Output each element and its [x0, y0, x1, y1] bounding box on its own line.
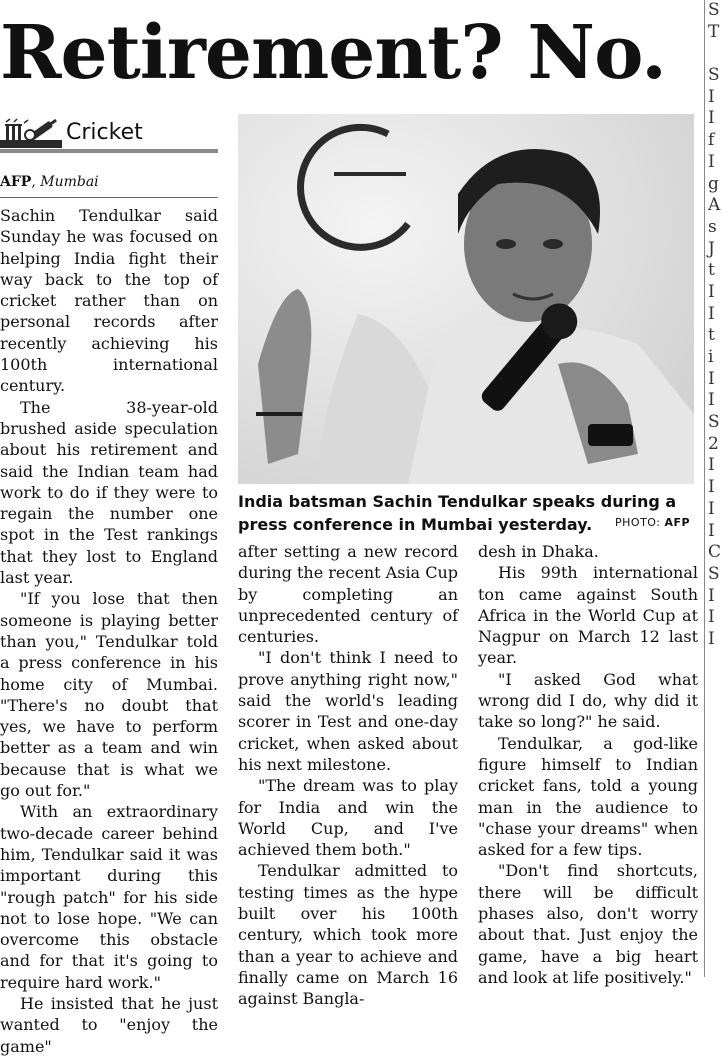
fragment-line: s: [708, 216, 717, 237]
section-header: [0, 116, 218, 150]
article-paragraph: His 99th international ton came against South Africa in the World Cup at Nagpur on March 12 last year.: [478, 563, 698, 668]
article-column-3: [478, 541, 698, 987]
byline-separator: ,: [31, 174, 41, 190]
photo-credit-label: PHOTO:: [615, 516, 665, 529]
fragment-line: I: [708, 390, 715, 411]
photo-credit-source: AFP: [664, 516, 691, 529]
article-paragraph: Sachin Tendulkar said Sunday he was focused on helping India fight their way back to the top of cricket rather than on personal records after recently achieving his 100th international century.: [0, 206, 218, 396]
fragment-line: S: [708, 412, 720, 433]
fragment-line: [708, 43, 722, 65]
section-underline: [0, 149, 218, 153]
article-paragraph: Tendulkar admitted to testing times as the hype built over his 100th century, which took more than a year to achieve and finally came on March 16 against Bangla-: [238, 861, 458, 1009]
fragment-line: I: [708, 520, 715, 541]
fragment-line: I: [708, 108, 715, 129]
fragment-line: I: [708, 281, 715, 302]
fragment-line: g: [708, 173, 719, 194]
fragment-line: S: [708, 563, 720, 584]
fragment-line: I: [708, 303, 715, 324]
fragment-line: I: [708, 585, 715, 606]
fragment-line: I: [708, 607, 715, 628]
article-column-1: [0, 205, 218, 1056]
article-paragraph: He insisted that he just wanted to "enjoy the game": [0, 993, 218, 1056]
fragment-line: I: [708, 477, 715, 498]
article-paragraph: "The dream was to play for India and win the World Cup, and I've achieved them both.": [238, 776, 458, 860]
fragment-line: A: [708, 195, 721, 216]
byline: [0, 172, 99, 192]
fragment-line: t: [708, 260, 715, 281]
fragment-line: I: [708, 498, 715, 519]
article-paragraph: desh in Dhaka.: [478, 542, 599, 561]
fragment-line: S: [708, 65, 720, 86]
byline-agency: AFP: [0, 174, 32, 190]
press-photo-image: [238, 114, 694, 484]
adjacent-column-fragments: [708, 0, 722, 977]
article-paragraph: "Don't find shortcuts, there will be difficult phases also, don't worry about that. Just enjoy the game, have a big heart and look at life positively.": [478, 861, 698, 987]
fragment-line: T: [708, 21, 720, 42]
article-paragraph: Tendulkar, a god-like figure himself to Indian cricket fans, told a young man in the audience to "chase your dreams" when asked for a few tips.: [478, 733, 698, 860]
article-paragraph: With an extraordinary two-decade career behind him, Tendulkar said it was important during this "rough patch" for his side not to lose hope. "We can overcome this obstacle and for that it's going to require hard work.": [0, 802, 218, 992]
press-photo: [238, 114, 694, 484]
article-column-2: [238, 541, 458, 1009]
photo-credit: [615, 516, 690, 529]
fragment-line: I: [708, 628, 715, 649]
column-divider: [704, 0, 705, 977]
photo-caption: India batsman Sachin Tendulkar speaks during a press conference in Mumbai yesterday.: [238, 492, 677, 534]
fragment-line: t: [708, 325, 715, 346]
fragment-line: S: [708, 0, 720, 20]
fragment-line: I: [708, 151, 715, 172]
fragment-line: f: [708, 130, 715, 151]
byline-city: Mumbai: [40, 174, 99, 190]
byline-divider: [0, 197, 218, 198]
article-paragraph: The 38-year-old brushed aside speculation about his retirement and said the Indian team had work to do if they were to regain the number one spot in the Test rankings that they lost to England last year.: [0, 397, 218, 588]
fragment-line: C: [708, 542, 722, 563]
article-paragraph: "I don't think I need to prove anything right now," said the world's leading scorer in Test and one-day cricket, when asked about his next milestone.: [238, 648, 458, 774]
fragment-line: 2: [708, 433, 719, 454]
fragment-line: i: [708, 347, 714, 367]
fragment-line: I: [708, 368, 715, 389]
article-paragraph: "If you lose that then someone is playing better than you," Tendulkar told a press conference in his home city of Mumbai. "There's no doubt that yes, we have to perform better as a team and win because that is what we go out for.": [0, 589, 218, 801]
fragment-line: I: [708, 455, 715, 476]
fragment-line: J: [708, 238, 715, 259]
cricket-bat-ball-icon: [0, 118, 62, 148]
article-paragraph: "I asked God what wrong did I do, why did it take so long?" he said.: [478, 669, 698, 732]
headline: Retirement? No.: [0, 10, 666, 96]
article-paragraph: after setting a new record during the recent Asia Cup by completing an unprecedented century of centuries.: [238, 542, 458, 647]
fragment-line: I: [708, 86, 715, 107]
section-label: Cricket: [66, 120, 143, 145]
